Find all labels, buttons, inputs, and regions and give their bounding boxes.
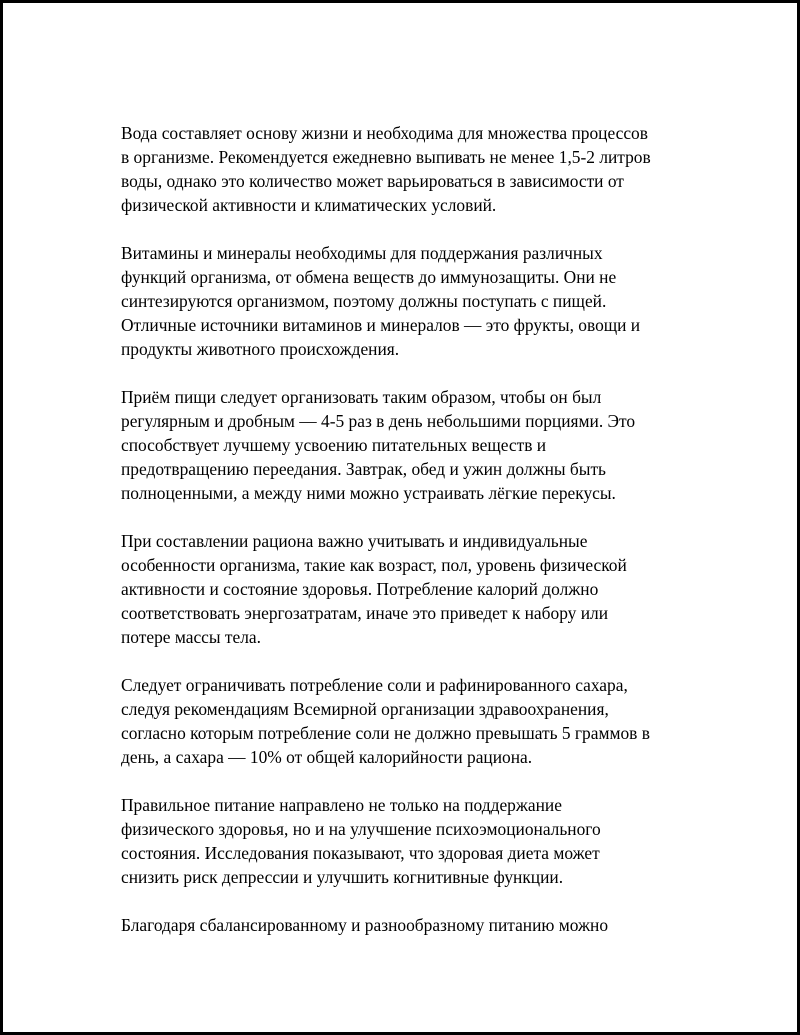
text-line: Вода составляет основу жизни и необходима для множества процессов (121, 123, 648, 143)
paragraph-mental-health (121, 793, 691, 889)
text-line: Витамины и минералы необходимы для поддержания различных (121, 243, 603, 263)
text-line: снизить риск депрессии и улучшить когнитивные функции. (121, 867, 564, 887)
paragraph-individual-diet (121, 529, 691, 649)
text-line: потере массы тела. (121, 627, 261, 647)
paragraph-meal-schedule (121, 385, 691, 505)
text-line: Правильное питание направлено не только на поддержание (121, 795, 562, 815)
text-line: соответствовать энергозатратам, иначе это приведет к набору или (121, 603, 608, 623)
paragraph-vitamins (121, 241, 691, 361)
paragraph-balanced-diet (121, 913, 691, 937)
text-line: способствует лучшему усвоению питательных веществ и (121, 435, 547, 455)
text-line: полноценными, а между ними можно устраивать лёгкие перекусы. (121, 483, 616, 503)
text-line: воды, однако это количество может варьироваться в зависимости от (121, 171, 624, 191)
text-line: физической активности и климатических условий. (121, 195, 497, 215)
text-line: особенности организма, такие как возраст, пол, уровень физической (121, 555, 627, 575)
text-line: Благодаря сбалансированному и разнообразному питанию можно (121, 915, 609, 935)
text-line: продукты животного происхождения. (121, 339, 400, 359)
text-line: При составлении рациона важно учитывать и индивидуальные (121, 531, 588, 551)
text-line: функций организма, от обмена веществ до иммунозащиты. Они не (121, 267, 617, 287)
text-line: Отличные источники витаминов и минералов — это фрукты, овощи и (121, 315, 641, 335)
text-line: согласно которым потребление соли не должно превышать 5 граммов в (121, 723, 650, 743)
text-line: Следует ограничивать потребление соли и рафинированного сахара, (121, 675, 628, 695)
document-body (121, 121, 691, 961)
text-line: состояния. Исследования показывают, что здоровая диета может (121, 843, 600, 863)
text-line: в организме. Рекомендуется ежедневно выпивать не менее 1,5-2 литров (121, 147, 651, 167)
paragraph-water (121, 121, 691, 217)
text-line: физического здоровья, но и на улучшение психоэмоционального (121, 819, 601, 839)
text-line: день, а сахара — 10% от общей калорийности рациона. (121, 747, 533, 767)
text-line: следуя рекомендациям Всемирной организации здравоохранения, (121, 699, 609, 719)
text-line: Приём пищи следует организовать таким образом, чтобы он был (121, 387, 602, 407)
paragraph-salt-sugar (121, 673, 691, 769)
text-line: синтезируются организмом, поэтому должны поступать с пищей. (121, 291, 607, 311)
text-line: активности и состояние здоровья. Потребление калорий должно (121, 579, 599, 599)
text-line: предотвращению переедания. Завтрак, обед и ужин должны быть (121, 459, 606, 479)
text-line: регулярным и дробным — 4-5 раз в день небольшими порциями. Это (121, 411, 636, 431)
